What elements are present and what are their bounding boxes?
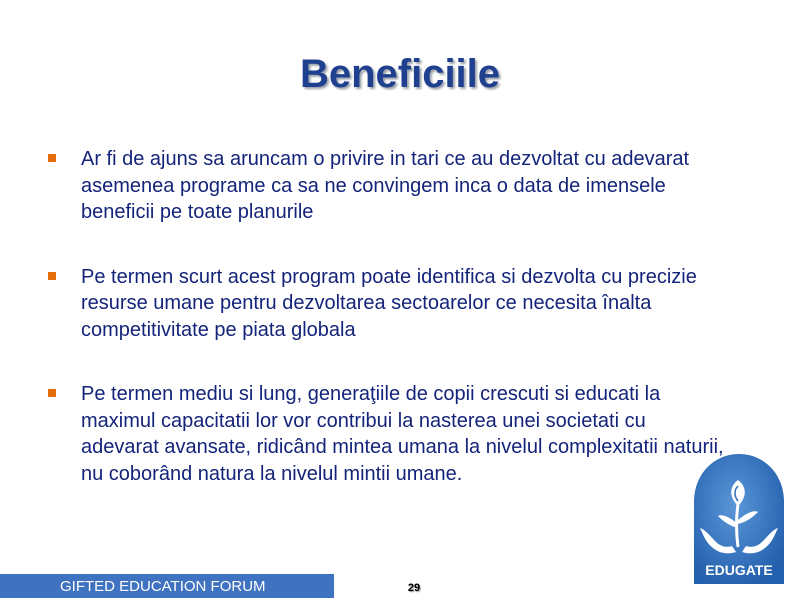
bullet-text: Ar fi de ajuns sa aruncam o privire in tari ce au dezvoltat cu adevarat asemenea programe ca sa ne convingem inca o data de imensele beneficii pe toate planurile — [81, 148, 690, 223]
footer-bar — [0, 574, 334, 598]
footer-label: GIFTED EDUCATION FORUM — [60, 578, 266, 595]
edugate-logo — [692, 452, 786, 584]
orange-square-bullet-icon — [48, 389, 56, 397]
slide-title: Beneficiile — [299, 52, 501, 96]
bullet-item — [48, 381, 728, 487]
bullet-item — [48, 146, 728, 226]
bullet-text: Pe termen mediu si lung, generaţiile de copii crescuti si educati la maximul capacitatii lor vor contribui la nasterea unei societati cu adevarat avansate, ridicând mintea umana la nivelul complexitatii naturii, nu coborând natura la nivelul mintii umane. — [81, 383, 724, 485]
orange-square-bullet-icon — [48, 154, 56, 162]
bullet-text: Pe termen scurt acest program poate identifica si dezvolta cu precizie resurse umane pentru dezvoltarea sectoarelor ce necesita înalta competitivitate pe piata globala — [81, 265, 697, 341]
bullet-list — [48, 146, 728, 487]
bullet-item — [48, 264, 728, 344]
page-number: 29 — [407, 582, 421, 594]
logo-text: EDUGATE — [705, 562, 773, 578]
orange-square-bullet-icon — [48, 272, 56, 280]
